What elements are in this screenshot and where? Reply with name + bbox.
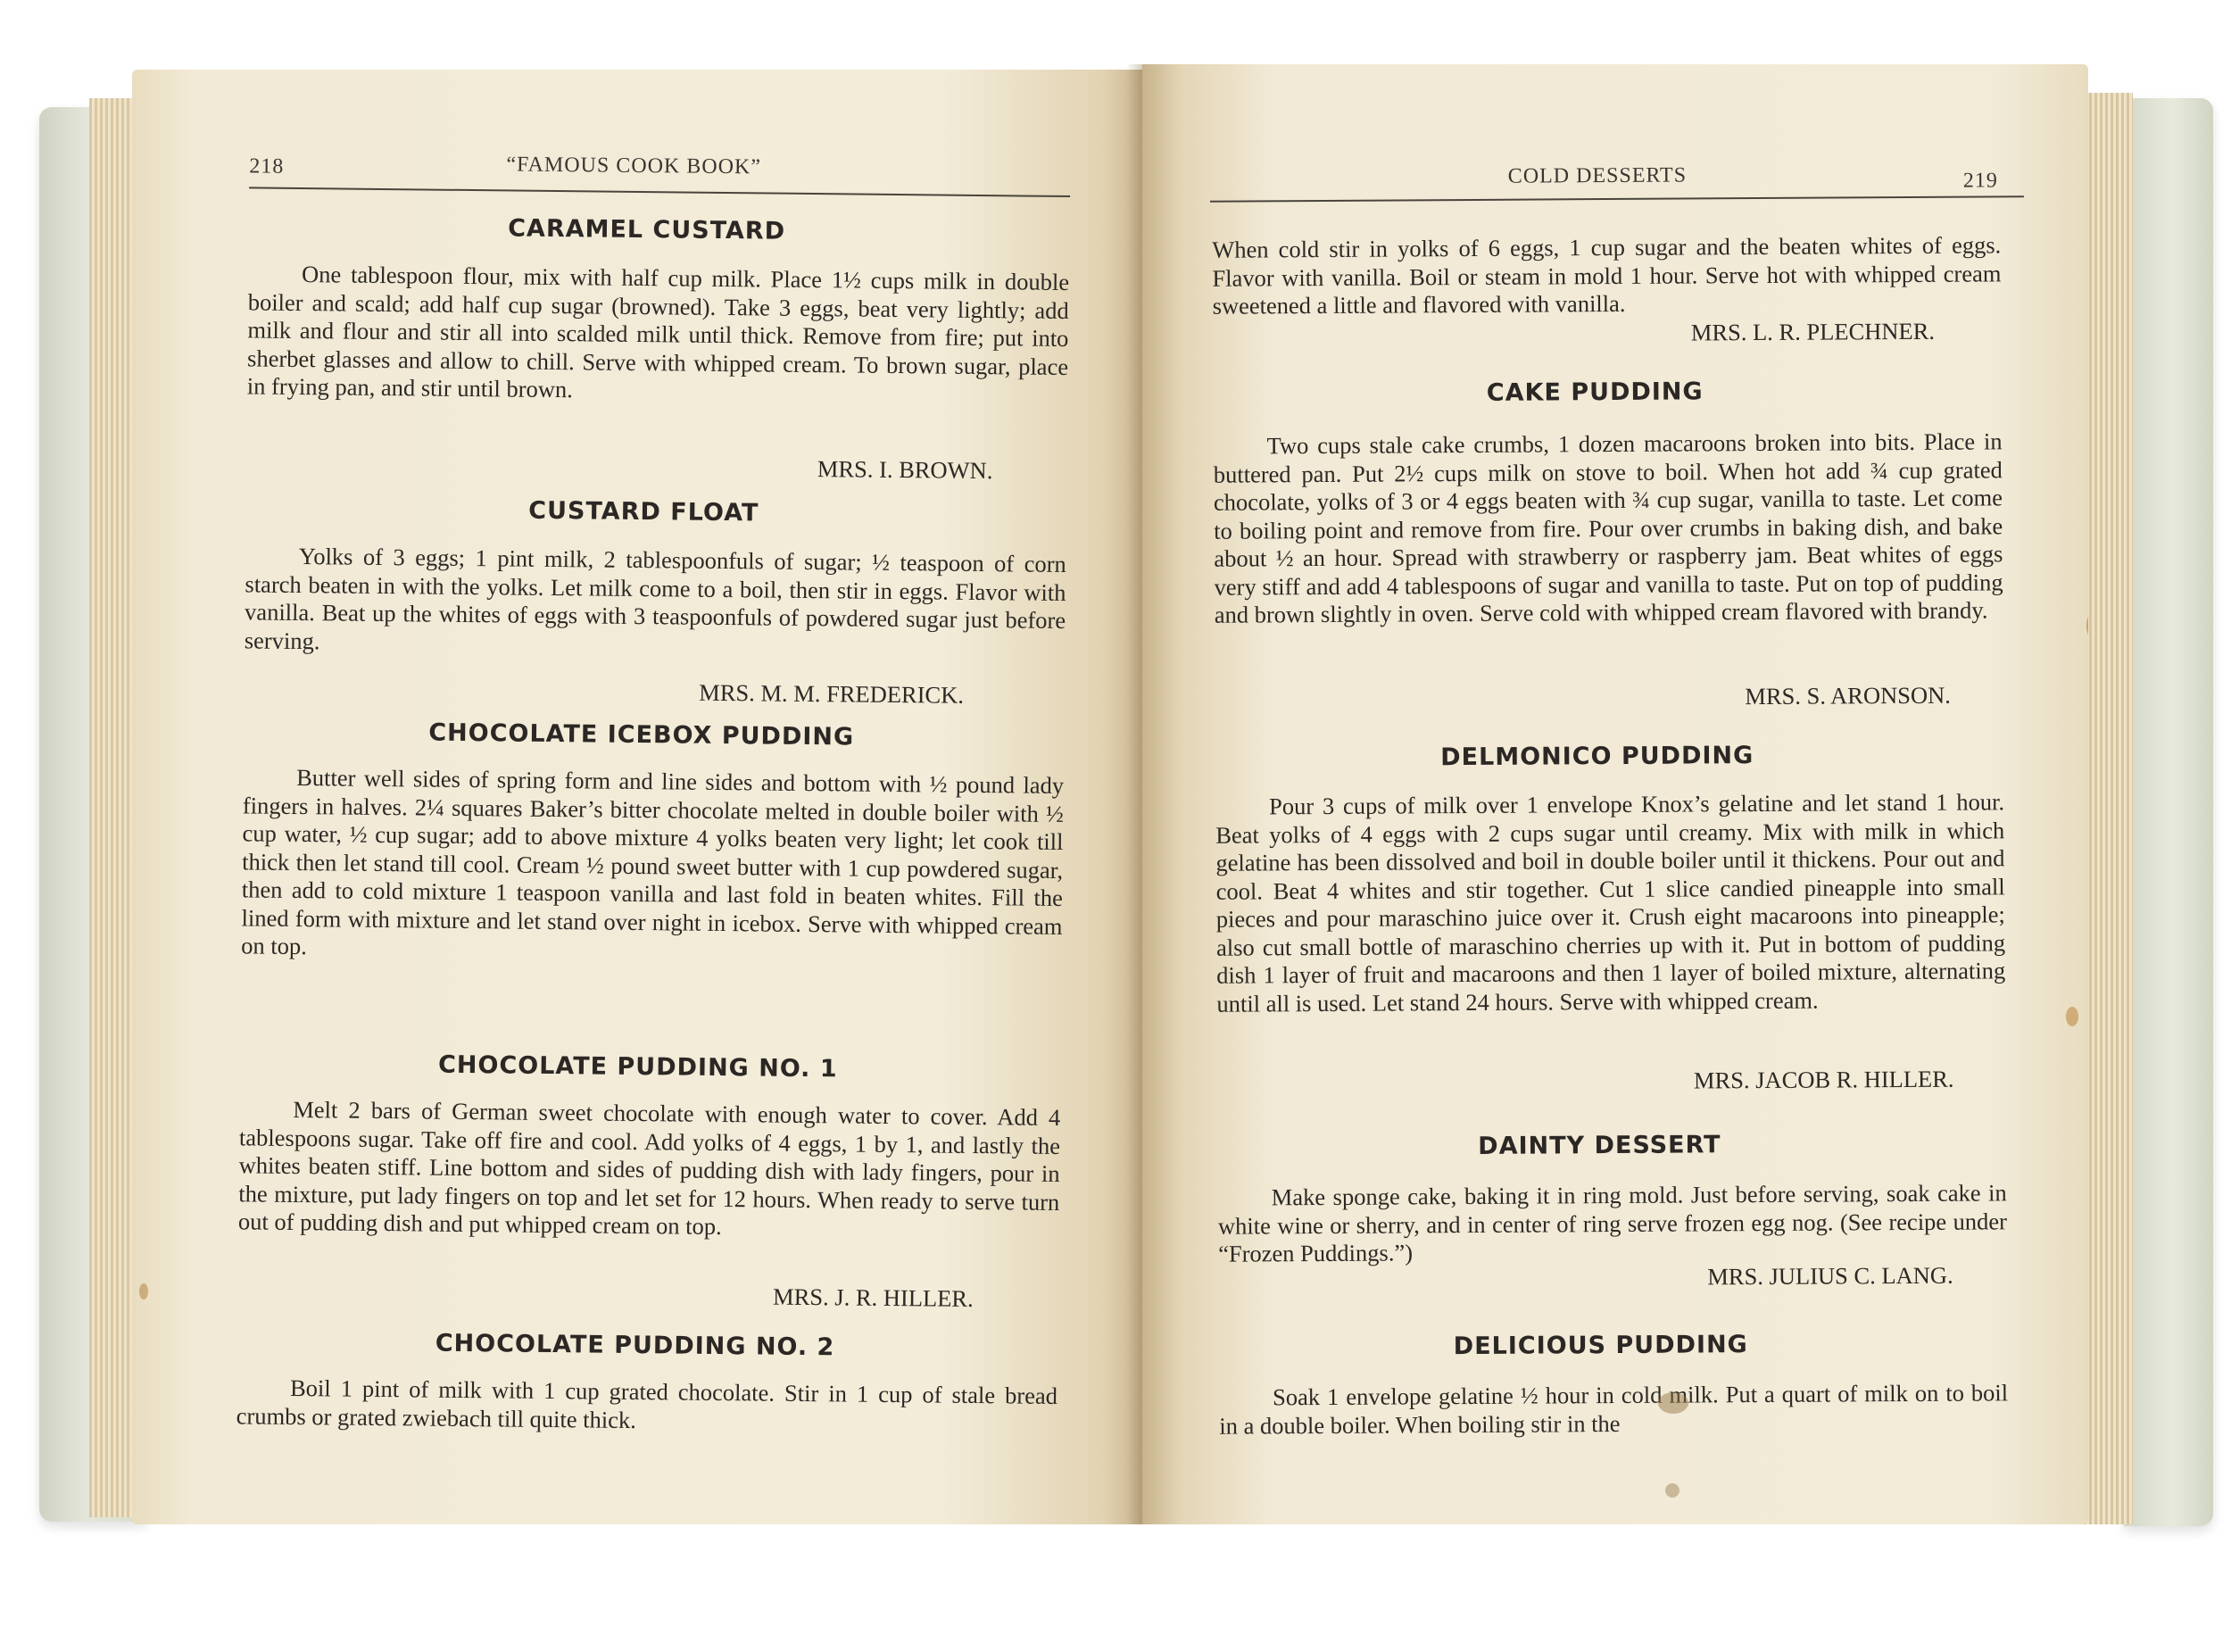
book-cover-right	[2124, 98, 2213, 1526]
recipe-body: Pour 3 cups of milk over 1 envelope Knox’s gelatine and let stand 1 hour. Beat yolks of 4 eggs with 2 cups sugar until creamy. Mix with milk in which gelatine has been dissolved and boil in double boiler until it thickens. Pour out and cool. Beat 4 whites and stir together. Cut 1 slice candied pineapple into small pieces and pour maraschino juice over it. Crush eight macaroons into pineapple; also cut small bottle of maraschino cherries up with it. Put in bottom of pudding dish 1 layer of fruit and macaroons and then 1 layer of boiled mixture, alternating until all is used. Let stand 24 hours. Serve with whipped cream.	[1215, 788, 2006, 1017]
running-title-left: “FAMOUS COOK BOOK”	[506, 153, 762, 179]
recipe-signature: MRS. JACOB R. HILLER.	[1693, 1065, 1954, 1094]
paper-stain	[1658, 1392, 1688, 1414]
recipe-title: CHOCOLATE ICEBOX PUDDING	[428, 718, 855, 751]
recipe-body: Make sponge cake, baking it in ring mold. Just before serving, soak cake in white wine or sherry, and in center of ring serve frozen egg nog. (See recipe under “Frozen Puddings.”)	[1217, 1179, 2008, 1267]
recipe-body: Boil 1 pint of milk with 1 cup grated chocolate. Stir in 1 cup of stale bread crumbs or grated zwiebach till quite thick.	[236, 1374, 1058, 1433]
recipe-signature: MRS. JULIUS C. LANG.	[1707, 1261, 1953, 1291]
recipe-body: Butter well sides of spring form and line sides and bottom with ½ pound lady fingers in halves. 2¼ squares Baker’s bitter chocolate melted in double boiler with ½ cup water, ½ cup sugar; add to above mixture 4 yolks beaten very light; let cook till thick then let stand till cool. Cream ½ pound sweet butter with 1 cup powdered sugar, then add to cold mixture 1 teaspoon vanilla and last fold in beaten whites. Fill the lined form with mixture and let stand over night in icebox. Serve with whipped cream on top.	[241, 764, 1065, 960]
running-title-right: COLD DESSERTS	[1507, 163, 1688, 188]
paper-stain	[1665, 1483, 1679, 1498]
recipe-title: DAINTY DESSERT	[1478, 1131, 1721, 1160]
recipe-signature: MRS. S. ARONSON.	[1745, 681, 1951, 710]
recipe-body: One tablespoon flour, mix with half cup milk. Place 1½ cups milk in double boiler and scald; add half cup sugar (browned). Take 3 eggs, beat very lightly; add milk and flour and stir all into scalded milk until thick. Remove from fire; put into sherbet glasses and allow to chill. Serve with whipped cream. To brown sugar, place in frying pan, and stir until brown.	[246, 261, 1070, 403]
recipe-signature: MRS. J. R. HILLER.	[772, 1283, 974, 1312]
recipe-title: CAKE PUDDING	[1486, 378, 1704, 407]
recipe-title: CUSTARD FLOAT	[528, 496, 759, 527]
recipe-body: Melt 2 bars of German sweet chocolate with enough water to cover. Add 4 tablespoons sugar. Take off fire and cool. Add yolks of 4 eggs, 1 by 1, and lastly the whites beaten stiff. Line bottom and sides of pudding dish with lady fingers, pour in the mixture, put lady fingers on top and let set for 12 hours. When ready to serve turn out of pudding dish and put whipped cream on top.	[237, 1095, 1061, 1241]
recipe-title: DELICIOUS PUDDING	[1453, 1331, 1748, 1361]
right-page	[1142, 64, 2088, 1524]
recipe-body-continued: When cold stir in yolks of 6 eggs, 1 cup sugar and the beaten whites of eggs. Flavor with vanilla. Boil or steam in mold 1 hour. Serve hot with whipped cream sweetened a little and flavored with vanilla.	[1212, 231, 2002, 320]
recipe-title: CHOCOLATE PUDDING NO. 1	[437, 1050, 838, 1083]
recipe-body: Yolks of 3 eggs; 1 pint milk, 2 tablespoonfuls of sugar; ½ teaspoon of corn starch beaten in with the yolks. Let milk come to a boil, then stir in eggs. Flavor with vanilla. Beat up the whites of eggs with 3 teaspoonfuls of powdered sugar just before serving.	[244, 543, 1066, 654]
recipe-signature: MRS. M. M. FREDERICK.	[699, 678, 965, 709]
header-rule-right	[1210, 195, 2024, 203]
left-page	[132, 70, 1142, 1524]
page-number-right: 219	[1962, 169, 1998, 193]
recipe-title: CHOCOLATE PUDDING NO. 2	[435, 1329, 835, 1362]
recipe-body: Two cups stale cake crumbs, 1 dozen macaroons broken into bits. Place in buttered pan. Put 2½ cups milk on stove to boil. When hot add ¾ cup grated chocolate, yolks of 3 or 4 eggs beaten with ¾ cup sugar, vanilla to taste. Let come to boiling point and remove from fire. Pour over crumbs in baking dish, and bake about ½ an hour. Spread with strawberry or raspberry jam. Beat whites of eggs very stiff and add 4 tablespoons of sugar and vanilla to taste. Put on top of pudding and brown slightly in oven. Serve cold with whipped cream flavored with brandy.	[1213, 428, 2003, 628]
header-rule-left	[249, 187, 1070, 197]
paper-stain	[2066, 1007, 2078, 1026]
recipe-title: DELMONICO PUDDING	[1440, 742, 1754, 772]
recipe-body: Soak 1 envelope gelatine ½ hour in cold milk. Put a quart of milk on to boil in a double boiler. When boiling stir in the	[1219, 1379, 2009, 1440]
recipe-title: CARAMEL CUSTARD	[508, 214, 786, 245]
page-number-left: 218	[249, 154, 285, 178]
paper-stain	[139, 1283, 148, 1299]
recipe-signature: MRS. L. R. PLECHNER.	[1690, 317, 1936, 346]
recipe-signature: MRS. I. BROWN.	[817, 455, 993, 485]
